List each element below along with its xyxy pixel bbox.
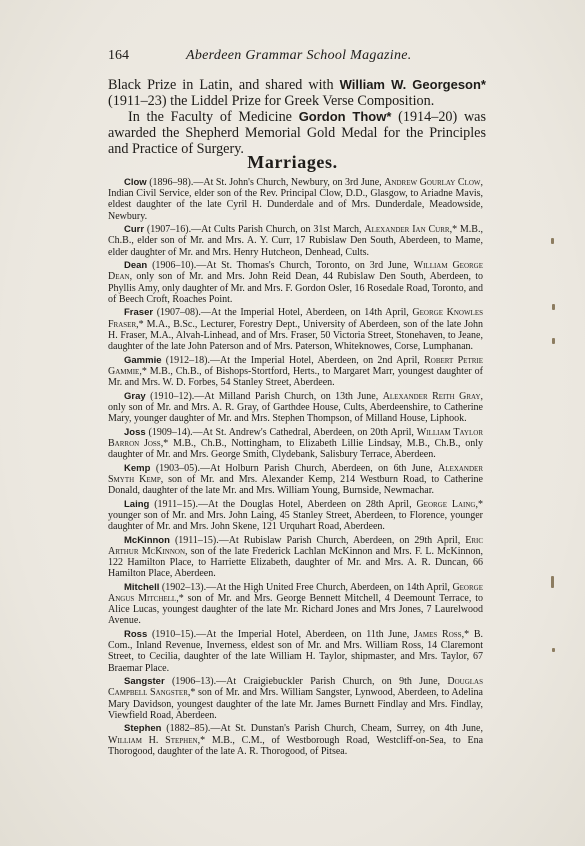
entry-surname: Dean [124,260,148,272]
entry-surname: Curr [124,224,145,236]
marriage-entry: Joss (1909–14).—At St. Andrew's Cathedral, Aberdeen, on 20th April, William Taylor Barron Joss,* M.B., Ch.B., Nottingham, to Elizabeth Lillie Lindsay, M.B., Ch.B., only daughter of Mr. and Mrs. George Smith, Clydebank, Salisbury Terrace, Aberdeen. [108,426,484,461]
marriage-entry: Ross (1910–15).—At the Imperial Hotel, Aberdeen, on 11th June, James Ross,* B. Com., Inland Revenue, Inverness, eldest son of Mr. and Mrs. William Ross, 14 Claremont Street, to Cecilia, daughter of the late William H. Taylor, shipmaster, and Mrs. Taylor, 67 Braemar Place. [108,629,483,674]
entry-full-name: Robert Petrie Gammie [108,354,483,377]
marriage-entry: Laing (1911–15).—At the Douglas Hotel, Aberdeen on 28th April, George Laing,* younger son of Mr. and Mrs. John Laing, 45 Stanley Street, Aberdeen, to Florence, younger daughter of Mr. and Mrs. John Skene, 121 Urquhart Road, Aberdeen. [108,498,483,533]
marriage-entry: Stephen (1882–85).—At St. Dunstan's Parish Church, Cheam, Surrey, on 4th June, William H. Stephen,* M.B., C.M., of Westborough Road, Westcliff-on-Sea, to Ena Thorogood, daughter of the late A. R. Thorogood, of Pitsea. [108,723,484,757]
marriage-entry: Gammie (1912–18).—At the Imperial Hotel, Aberdeen, on 2nd April, Robert Petrie Gammie,* M.B., Ch.B., of Bishops-Stortford, Herts., to Margaret Marr, youngest daughter of Mr. and Mrs. W. D. Forbes, 54 Stanley Street, Aberdeen. [108,354,483,389]
entry-full-name: Douglas Campbell Sangster [108,676,483,699]
entry-full-name: William Taylor Barron Joss [108,426,483,449]
marriage-entry: Sangster (1906–13).—At Craigiebuckler Parish Church, on 9th June, Douglas Campbell Sangster,* son of Mr. and Mrs. William Sangster, Lynwood, Aberdeen, to Adelina Mary Davidson, youngest daughter of the late Mr. James Burnett Findlay and Mrs. Findlay, Viewfield Road, Aberdeen. [108,676,483,721]
entry-full-name: Andrew Gourlay Clow [384,177,481,188]
intro-paragraphs [108,77,486,157]
prize-name-thow: Gordon Thow* [298,109,392,124]
marriage-entry: Mitchell (1902–13).—At the High United Free Church, Aberdeen, on 14th April, George Angus Mitchell,* son of Mr. and Mrs. George Bennett Mitchell, 4 Deemount Terrace, to Alice Lucas, youngest daughter of the late Mr. Richard Jones and Mrs Jones, 7 Laurelwood Avenue. [108,581,483,627]
entry-surname: Mitchell [124,581,160,593]
entry-full-name: Eric Arthur McKinnon [108,534,483,557]
entry-surname: Gray [124,390,146,402]
entry-full-name: William George Dean [108,260,484,283]
entry-full-name: Alexander Smyth Kemp [108,462,483,485]
entry-full-name: George Angus Mitchell [108,581,483,605]
entry-full-name: George Knowles Fraser [108,307,483,330]
entry-surname: Joss [124,426,146,438]
prize-name-georgeson: William W. Georgeson* [339,77,486,92]
entry-full-name: George Laing [416,498,476,510]
entry-surname: Stephen [124,723,162,735]
entry-surname: Gammie [124,354,162,366]
prize-paragraph: Black Prize in Latin, and shared with William W. Georgeson* (1911–23) the Liddel Prize for Greek Verse Composition. [108,77,486,109]
entry-full-name: James Ross [413,629,462,641]
entry-surname: McKinnon [124,534,170,546]
margin-mark [551,576,554,588]
entry-full-name: Alexander Ian Curr [364,224,450,236]
marriages-heading: Marriages. [247,152,338,172]
entry-surname: Sangster [124,676,165,688]
running-title: Aberdeen Grammar School Magazine. [186,48,412,63]
marriage-entry: Dean (1906–10).—At St. Thomas's Church, Toronto, on 3rd June, William George Dean, only son of Mr. and Mrs. John Reid Dean, 44 Rubislaw Den South, Aberdeen, to Phyllis Amy, only daughter of Mr. and Mrs. F. Gordon Osler, 16 Rosedale Road, Toronto, and of Beech Croft, Roaches Point. [108,260,484,305]
entry-surname: Ross [124,629,148,641]
margin-mark [552,304,555,310]
margin-mark [551,238,554,244]
entry-surname: Kemp [124,462,151,474]
entry-surname: Clow [124,177,147,188]
marriage-entry: Kemp (1903–05).—At Holburn Parish Church, Aberdeen, on 6th June, Alexander Smyth Kemp, son of Mr. and Mrs. Alexander Kemp, 214 Westburn Road, to Catherine Donald, daughter of the late Mr. and Mrs. William Young, Burnside, Newmachar. [108,462,483,497]
margin-mark [552,648,555,652]
page-number: 164 [108,48,129,63]
marriage-entries [108,177,483,759]
entry-surname: Laing [124,498,150,510]
marriage-entry: Gray (1910–12).—At Milland Parish Church, on 13th June, Alexander Reith Gray, only son of Mr. and Mrs. A. R. Gray, of Garthdee House, Cults, Aberdeenshire, to Catherine Mary, younger daughter of Mr. and Mrs. Stephen Thompson, of Milland House, Liphook. [108,390,484,425]
medal-paragraph: In the Faculty of Medicine Gordon Thow* (1914–20) was awarded the Shepherd Memorial Gold Medal for the Principles and Practice of Surgery. [108,109,487,157]
marriage-entry: Fraser (1907–08).—At the Imperial Hotel, Aberdeen, on 14th April, George Knowles Fraser,* M.A., B.Sc., Lecturer, Forestry Dept., University of Aberdeen, son of the late John H. Fraser, M.A., Alvah-Linhead, and of Mrs. Fraser, 50 Victoria Street, Stonehaven, to Jeane, daughter of the late John Paterson and of Mrs. Paterson, Whiteknowes, Corse, Lumphanan. [108,307,483,353]
page-header [108,48,490,66]
marriage-entry: McKinnon (1911–15).—At Rubislaw Parish Church, Aberdeen, on 29th April, Eric Arthur McKinnon, son of the late Frederick Lachlan McKinnon and Mrs. F. L. McKinnon, 122 Hamilton Place, to Harriette Elizabeth, daughter of Mr. and Mrs. A. R. Duncan, 66 Hamilton Place, Aberdeen. [108,534,483,580]
marriage-entry: Clow (1896–98).—At St. John's Church, Newbury, on 3rd June, Andrew Gourlay Clow, Indian Civil Service, elder son of the Rev. Principal Clow, D.D., Glasgow, to Ariadne Mavis, eldest daughter of the late Cyril H. Dunderdale and of Mrs. Dunderdale, Meadowside, Newbury. [108,177,483,222]
marriage-entry: Curr (1907–16).—At Cults Parish Church, on 31st March, Alexander Ian Curr,* M.B., Ch.B., elder son of Mr. and Mrs. A. Y. Curr, 17 Rubislaw Den South, Aberdeen, to Mame, elder daughter of Mr. and Mrs. Henry Hutcheon, Denhead, Cults. [108,224,483,258]
margin-mark [552,338,555,344]
entry-full-name: Alexander Reith Gray [382,390,481,402]
entry-surname: Fraser [124,307,154,319]
entry-full-name: William H. Stephen [108,734,198,746]
